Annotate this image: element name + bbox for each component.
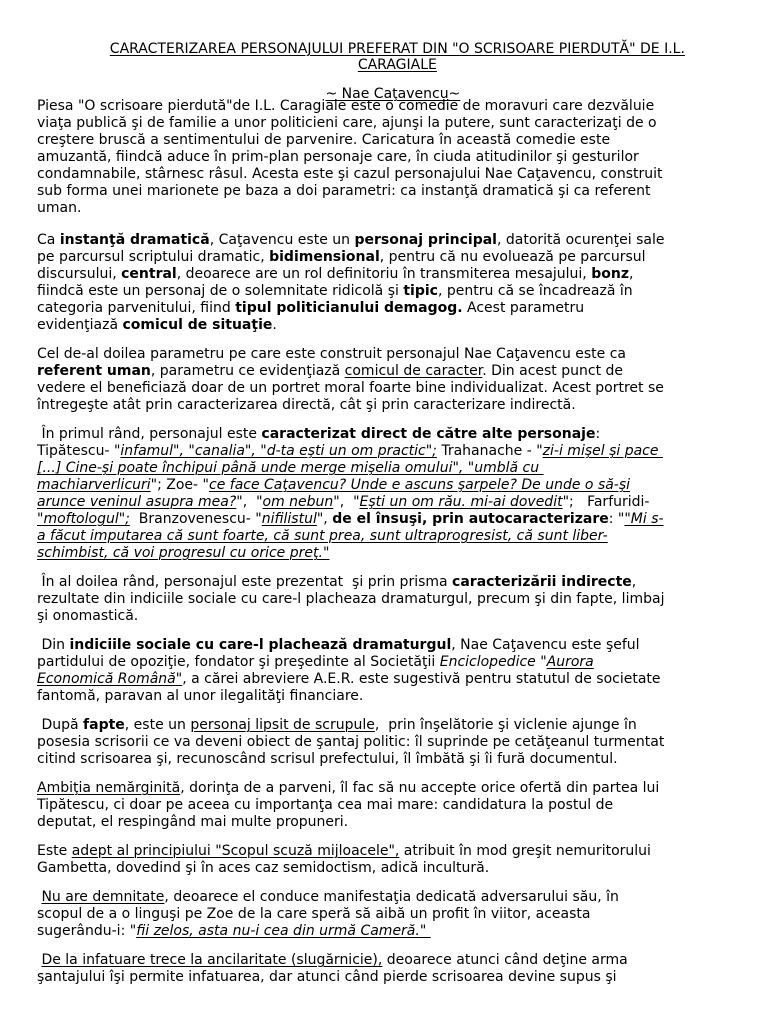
text-run: , a cărei abreviere A.E.R. este sugestivă pentru statutul de societate xyxy=(182,671,661,687)
title-line: CARACTERIZAREA PERSONAJULUI PREFERAT DIN "O SCRISOARE PIERDUTĂ" DE I.L. xyxy=(109,41,685,57)
text-run: condamnabile, stârnesc râsul. Acesta este şi cazul personajului Nae Caţavencu, construit xyxy=(37,166,663,182)
text-run: categoria parvenitului, fiind xyxy=(37,300,236,316)
text-line xyxy=(37,654,757,671)
text-run: şi onomastică. xyxy=(37,608,139,624)
text-run: rezultate din indiciile sociale cu care-l placheaza dramaturgul, precum şi din fapte, limbaj xyxy=(37,591,665,607)
text-run: Trahanache - " xyxy=(436,443,543,459)
text-line xyxy=(37,200,757,217)
text-run: , parametru ce evidenţiază xyxy=(150,363,345,379)
underlined-text: Nu are demnitate xyxy=(41,889,165,905)
quoted-text: arunce veninul asupra mea? xyxy=(37,494,237,510)
text-run: scopul de a o linguşi pe Zoe de la care speră să aibă un profit în viitor, aceasta xyxy=(37,906,591,922)
text-line xyxy=(37,132,757,149)
bold-text: de el însuşi, prin autocaracterizare xyxy=(332,511,609,527)
text-run: sugerându-i: " xyxy=(37,923,137,939)
text-line xyxy=(37,797,757,814)
text-run: deputat, el respingând mai multe propuneri. xyxy=(37,814,349,830)
quoted-text: fii zelos, asta nu-i cea din urmă Cameră." xyxy=(136,923,431,939)
text-line xyxy=(37,952,757,969)
text-run: După xyxy=(37,717,84,733)
document-subtitle: ~ Nae Caţavencu~ xyxy=(325,86,461,102)
text-line xyxy=(37,249,757,266)
text-run: citind scrisoarea şi, recunoscând scrisul prefectului, îl îmbătă şi îi fură documentul. xyxy=(37,751,618,767)
text-line xyxy=(37,574,757,591)
text-run: , Caţavencu este un xyxy=(209,232,355,248)
document-title xyxy=(0,0,768,73)
text-line xyxy=(37,688,757,705)
text-run: . xyxy=(272,317,277,333)
paragraph xyxy=(37,426,757,562)
text-run: deoarece atunci când deţine arma xyxy=(382,952,628,968)
text-line xyxy=(37,166,757,183)
text-run: Ca xyxy=(37,232,60,248)
bold-text: instanţă dramatică xyxy=(59,232,210,248)
text-line xyxy=(37,545,757,562)
text-run: atribuit în mod greşit nemuritorului xyxy=(399,843,651,859)
text-line xyxy=(37,780,757,797)
quoted-text: a făcut imputarea că sunt foarte, că sunt prea, sunt ultraprogresist, că sunt liber- xyxy=(37,528,608,544)
bold-text: fapte xyxy=(83,717,125,733)
text-run: Tipătescu, ci doar pe aceea cu importanţa cea mai mare: candidatura la postul de xyxy=(37,797,614,813)
text-line xyxy=(37,460,757,477)
text-run: evidenţiază xyxy=(37,317,123,333)
text-line xyxy=(37,843,757,860)
text-run: , datorită ocurenţei sale xyxy=(496,232,665,248)
text-run: , este un xyxy=(124,717,191,733)
text-line xyxy=(37,734,757,751)
text-line xyxy=(37,98,757,115)
bold-text: comicul de situaţie xyxy=(122,317,273,333)
text-run: viaţa publică şi de familie a unor politicieni care, ajunşi la putere, sunt caracterizaţi de o xyxy=(37,115,657,131)
paragraph xyxy=(37,717,757,768)
underlined-text: Ambiţia nemărginită xyxy=(37,780,181,796)
text-run: , deoarece are un rol definitoriu în transmiterea mesajului, xyxy=(176,266,592,282)
paragraph xyxy=(37,346,757,414)
quoted-text: nifilistul xyxy=(261,511,317,527)
text-run: ", " xyxy=(236,494,263,510)
text-line xyxy=(37,426,757,443)
underlined-text: personaj lipsit de scrupule xyxy=(190,717,375,733)
quoted-text: machiarverlicuri xyxy=(37,477,151,493)
text-run: fiindcă este un personaj de o solemnitate ridicolă şi xyxy=(37,283,404,299)
text-line xyxy=(37,397,757,414)
text-run: Acest parametru xyxy=(462,300,585,316)
text-line xyxy=(37,608,757,625)
text-run: , pentru că se încadrează în xyxy=(437,283,633,299)
text-line xyxy=(37,363,757,380)
title-line: CARAGIALE xyxy=(357,57,437,73)
paragraph xyxy=(37,232,757,334)
quoted-text: Aurora xyxy=(546,654,594,670)
text-run: În al doilea rând, personajul este prezentat şi prin prisma xyxy=(37,574,453,590)
text-run: Branzovenescu- " xyxy=(129,511,262,527)
text-run: , xyxy=(631,574,637,590)
text-line xyxy=(37,889,757,906)
text-run: şantajului îşi permite infatuarea, dar atunci când pierde scrisoarea devine supus şi xyxy=(37,969,617,985)
text-run: Din xyxy=(37,637,70,653)
text-line xyxy=(37,300,757,317)
text-line xyxy=(37,443,757,460)
text-line xyxy=(37,346,757,363)
text-run: ", xyxy=(316,511,333,527)
quoted-text: [...] Cine-şi poate închipui până unde merge mişelia omului", "umblă cu xyxy=(37,460,544,476)
underlined-text: comicul de caracter xyxy=(344,363,483,379)
text-line xyxy=(37,969,757,986)
quoted-text: Eşti un om rău. mi-ai dovedit xyxy=(359,494,563,510)
text-run: întregeşte atât prin caracterizarea directă, cât şi prin caracterizare indirectă. xyxy=(37,397,576,413)
text-line xyxy=(37,751,757,768)
text-run: fantomă, paravan al unor ilegalităţi financiare. xyxy=(37,688,364,704)
bold-text: referent uman xyxy=(37,363,151,379)
bold-text: tipic xyxy=(403,283,438,299)
paragraph xyxy=(37,637,757,705)
quoted-text: "moftologul"; xyxy=(37,511,130,527)
text-line xyxy=(37,266,757,283)
text-line xyxy=(37,814,757,831)
text-line xyxy=(37,511,757,528)
text-run: , pentru că nu evoluează pe parcursul xyxy=(379,249,646,265)
paragraph xyxy=(37,889,757,940)
text-run: sub forma unei marionete pe baza a doi parametri: ca instanţă dramatică şi ca referent xyxy=(37,183,651,199)
quoted-text: Economică Română" xyxy=(37,671,183,687)
paragraph xyxy=(37,843,757,877)
text-run: : " xyxy=(608,511,625,527)
text-line xyxy=(37,317,757,334)
text-run: Piesa "O scrisoare pierdută"de I.L. Caragiale este o comedie de moravuri care dezvăluie xyxy=(37,98,655,114)
text-line xyxy=(37,149,757,166)
bold-text: caracterizării indirecte xyxy=(452,574,632,590)
text-line xyxy=(37,671,757,688)
text-run: În primul rând, personajul este xyxy=(37,426,262,442)
underlined-text: adept al principiului "Scopul scuză mijloacele", xyxy=(71,843,400,859)
text-line xyxy=(37,860,757,877)
text-run: " xyxy=(535,654,547,670)
text-run: , xyxy=(628,266,634,282)
quoted-text: infamul", "canalia", "d-ta eşti un om practic"; xyxy=(120,443,437,459)
quoted-text: zi-i mişel şi pace xyxy=(542,443,663,459)
text-run: Tipătescu- " xyxy=(37,443,121,459)
quoted-text: schimbist, că voi progresul cu orice preţ. xyxy=(37,545,323,561)
text-line xyxy=(37,477,757,494)
text-run: , Nae Caţavencu este şeful xyxy=(451,637,640,653)
text-run: Cel de-al doilea parametru pe care este construit personajul Nae Caţavencu este ca xyxy=(37,346,627,362)
text-run: "; Farfuridi- xyxy=(562,494,650,510)
text-line xyxy=(37,115,757,132)
text-run: : xyxy=(595,426,601,442)
document-body xyxy=(37,98,757,986)
text-run: Este xyxy=(37,843,72,859)
text-run: Gambetta, dovedind şi în aces caz semidoctism, adică incultură. xyxy=(37,860,490,876)
bold-text: central xyxy=(121,266,177,282)
quoted-text: "Mi s- xyxy=(624,511,664,527)
text-run: vedere el beneficiază doar de un portret moral foarte bine individualizat. Acest portret se xyxy=(37,380,664,396)
text-run: partidului de opoziţie, fondator şi preşedinte al Societăţii xyxy=(37,654,440,670)
text-line xyxy=(37,380,757,397)
paragraph xyxy=(37,952,757,986)
text-run: amuzantă, fiindcă aduce în prim-plan personaje care, în ciuda atitudinilor şi gesturilor xyxy=(37,149,639,165)
text-line xyxy=(37,637,757,654)
text-line xyxy=(37,906,757,923)
text-line xyxy=(37,183,757,200)
quoted-text: ce face Caţavencu? Unde e ascuns şarpele? De unde o să-şi xyxy=(209,477,631,493)
underlined-text: " xyxy=(322,545,330,561)
bold-text: indiciile sociale cu care-l plachează dramaturgul xyxy=(69,637,452,653)
text-run: discursului, xyxy=(37,266,122,282)
bold-text: bonz xyxy=(591,266,629,282)
title-row xyxy=(0,25,768,57)
text-line xyxy=(37,494,757,511)
text-line xyxy=(37,528,757,545)
text-run: posesia scrisorii ce va deveni obiect de şantaj politic: îl suprinde pe cetăţeanul turmentat xyxy=(37,734,665,750)
paragraph xyxy=(37,98,757,217)
underlined-text: De la infatuare trece la ancilaritate (slugărnicie), xyxy=(41,952,383,968)
text-line xyxy=(37,591,757,608)
bold-text: tipul politicianului demagog. xyxy=(235,300,463,316)
bold-text: personaj principal xyxy=(354,232,497,248)
text-run: creştere bruscă a sentimentului de parvenire. Caricatura în această comedie este xyxy=(37,132,611,148)
text-run: . Din acest punct de xyxy=(482,363,624,379)
bold-text: bidimensional xyxy=(269,249,380,265)
text-run: , deoarece el conduce manifestaţia dedicată adversarului său, în xyxy=(164,889,619,905)
italic-text: Enciclopedice xyxy=(439,654,536,670)
text-run: "; Zoe- " xyxy=(150,477,209,493)
quoted-text: om nebun xyxy=(262,494,334,510)
text-line xyxy=(37,232,757,249)
text-line xyxy=(37,717,757,734)
text-run: pe parcursul scriptului dramatic, xyxy=(37,249,270,265)
text-run: , dorinţa de a parveni, îl fac să nu accepte orice ofertă din partea lui xyxy=(180,780,660,796)
text-line xyxy=(37,923,757,940)
paragraph xyxy=(37,574,757,625)
paragraph xyxy=(37,780,757,831)
text-line xyxy=(37,283,757,300)
bold-text: caracterizat direct de către alte personaje xyxy=(261,426,596,442)
text-run: , prin înşelătorie şi viclenie ajunge în xyxy=(374,717,637,733)
text-run: uman. xyxy=(37,200,82,216)
text-run: ", " xyxy=(333,494,360,510)
